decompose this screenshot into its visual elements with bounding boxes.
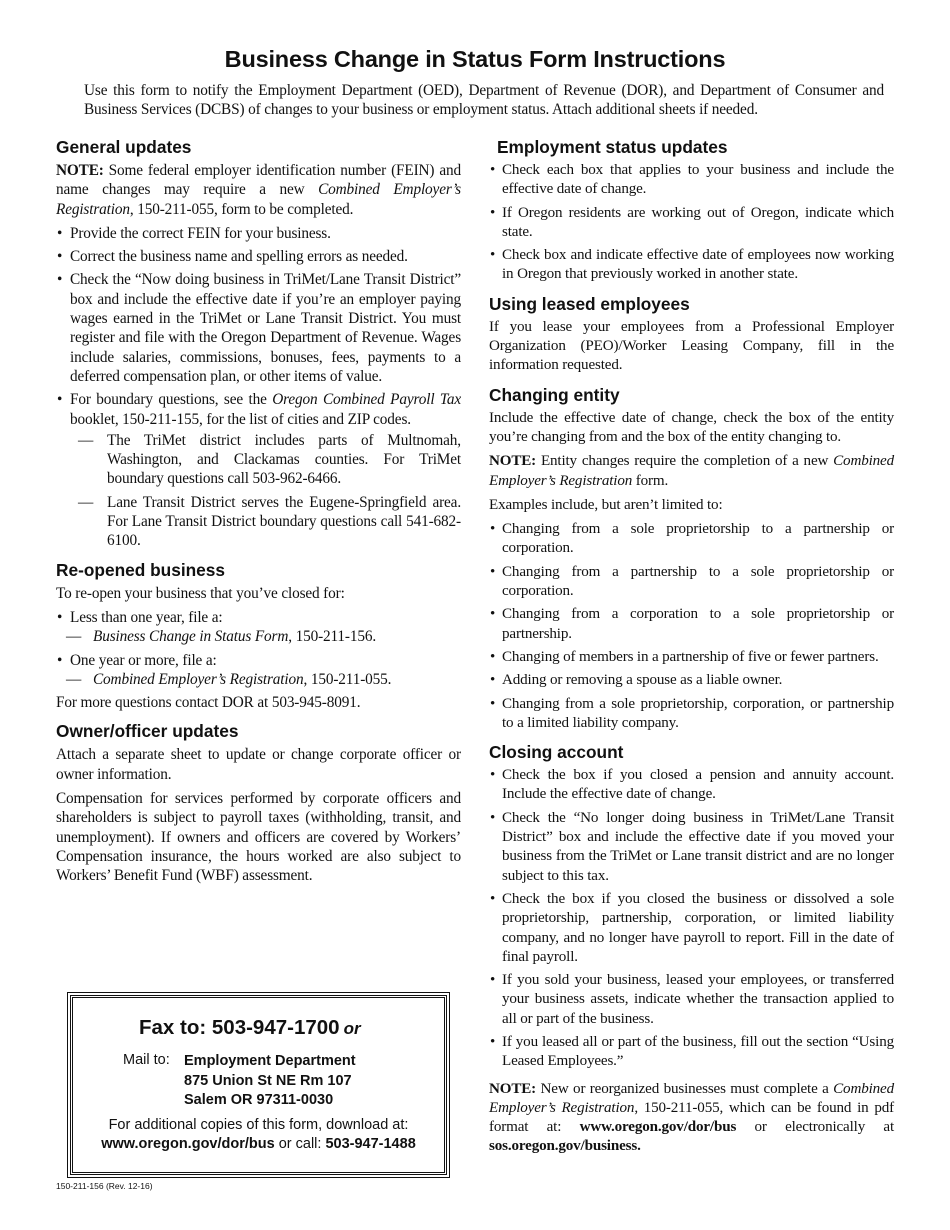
note-text-mid2: or electronically at [736, 1119, 894, 1136]
reopened-business-heading: Re-opened business [56, 559, 226, 580]
sos-business-link[interactable]: sos.oregon.gov/business. [489, 1138, 641, 1155]
entity-paragraph: Include the effective date of change, check the box of the entity you’re changing from and the box of the entity changing to. [489, 409, 894, 445]
download-link[interactable]: www.oregon.gov/dor/bus [101, 1136, 275, 1152]
list-item-text: Less than one year, file a: [70, 608, 223, 626]
list-item: • Check the box if you closed a pension and annuity account. Include the effective date of change. [489, 766, 894, 805]
dor-bus-link[interactable]: www.oregon.gov/dor/bus [579, 1119, 737, 1136]
form-number: , 150-211-055. [303, 670, 392, 688]
list-item-text: For boundary questions, see the [70, 391, 273, 409]
closing-note [489, 1080, 894, 1157]
form-name-italic: Combined Employer’s Registration [489, 1080, 894, 1116]
changing-entity-section [489, 384, 894, 733]
list-item: • Check the box if you closed the business or dissolved a sole proprietorship, partnership, corporation, or limited liability company, and no longer have payroll to report. Fill in the date of final payroll. [489, 890, 894, 967]
list-item: • Changing from a sole proprietorship, corporation, or partnership to a limited liability company. [489, 695, 894, 734]
copies-contact-line [73, 1135, 444, 1154]
note-text: Entity changes require the completion of a new [536, 453, 834, 470]
fax-mail-box [70, 995, 447, 1175]
closing-bullet-list [489, 766, 894, 1071]
employment-status-section [489, 136, 894, 285]
booklet-name-italic: Oregon Combined Payroll Tax [272, 391, 461, 409]
general-updates-section [56, 136, 461, 551]
sub-list-item [70, 627, 461, 646]
page-title: Business Change in Status Form Instructions [224, 46, 726, 72]
list-item-text-end: booklet, 150-211-155, for the list of cities and ZIP codes. [70, 410, 411, 428]
list-item [56, 608, 461, 647]
general-note [56, 161, 461, 219]
form-name-italic: Combined Employer’s Registration [56, 181, 461, 218]
reopened-contact: For more questions contact DOR at 503-945-8091. [56, 694, 361, 712]
closing-account-section [489, 741, 894, 1157]
general-updates-heading: General updates [56, 137, 192, 157]
entity-note [489, 452, 894, 491]
fax-number: Fax to: 503-947-1700 [139, 1016, 340, 1039]
list-item: • Correct the business name and spelling errors as needed. [56, 247, 461, 266]
sub-list-item: — The TriMet district includes parts of Multnomah, Washington, and Clackamas counties. For TriMet boundary questions call 503-962-6466. [70, 431, 461, 489]
mail-label: Mail to: [123, 1052, 170, 1068]
mail-address [184, 1052, 356, 1111]
note-text: Some federal employer identification number (FEIN) and name changes may require a new [56, 162, 461, 199]
note-text-end: , 150-211-055, form to be completed. [129, 200, 354, 218]
form-name-italic: Combined Employer’s Registration [489, 453, 894, 489]
note-text: New or reorganized businesses must complete a [536, 1080, 834, 1097]
employment-status-heading: Employment status updates [497, 137, 728, 157]
note-label: NOTE: [489, 453, 537, 470]
list-item: • Check the “Now doing business in TriMet/Lane Transit District” box and include the effective date if you’re an employer paying wages earned in the TriMet or Lane Transit District. You must register and file with the Oregon Department of Revenue. Wages include salaries, commissions, bonuses, fees, payments to a deferred compensation plan, or other items of value. [56, 270, 461, 386]
list-item: • Changing from a corporation to a sole proprietorship or partnership. [489, 605, 894, 644]
entity-bullet-list [489, 520, 894, 733]
fax-line [139, 1016, 361, 1040]
owner-paragraph: Attach a separate sheet to update or change corporate officer or owner information. [56, 746, 461, 783]
note-text-mid: , 150-211-055, which can be found in pdf format at: [489, 1099, 894, 1136]
copies-line: For additional copies of this form, download at: [108, 1117, 409, 1133]
or-call-text: or call: [274, 1136, 326, 1152]
entity-examples-intro: Examples include, but aren’t limited to: [489, 496, 723, 513]
intro-paragraph: Use this form to notify the Employment Department (OED), Department of Revenue (DOR), and Department of Consumer and Business Services (DCBS) of changes to your business or employment status. Attach additional sheets if needed. [84, 82, 884, 118]
list-item: • Provide the correct FEIN for your business. [56, 224, 461, 243]
owner-officer-heading: Owner/officer updates [56, 721, 239, 742]
list-item: • Check box and indicate effective date of employees now working in Oregon that previously worked in another state. [489, 246, 894, 285]
form-name-italic: Business Change in Status Form [93, 628, 289, 646]
phone-number: 503-947-1488 [325, 1136, 416, 1152]
mail-address-line: Salem OR 97311-0030 [184, 1092, 334, 1108]
changing-entity-heading: Changing entity [489, 384, 620, 405]
reopened-intro: To re-open your business that you’ve closed for: [56, 584, 345, 602]
closing-account-heading: Closing account [489, 742, 624, 763]
note-label: NOTE: [489, 1080, 537, 1097]
left-column [56, 136, 461, 891]
list-item: • Changing of members in a partnership of five or fewer partners. [489, 648, 894, 667]
right-column [489, 136, 894, 1162]
list-item: • If you sold your business, leased your employees, or transferred your business assets, indicate whether the transaction applied to all or part of the business. [489, 971, 894, 1029]
form-number: , 150-211-156. [288, 628, 377, 646]
list-item: • Check the “No longer doing business in TriMet/Lane Transit District” box and include the effective date if you moved your business from the TriMet or Lane transit district and are no longer subject to this tax. [489, 809, 894, 886]
list-item: • If you leased all or part of the business, fill out the section “Using Leased Employees.” [489, 1033, 894, 1072]
leased-employees-heading: Using leased employees [489, 293, 690, 314]
form-id: 150-211-156 (Rev. 12-16) [56, 1181, 153, 1191]
reopened-sub-list [70, 627, 461, 646]
mail-address-line: Employment Department [184, 1053, 356, 1069]
list-item [56, 651, 461, 690]
note-text-end: form. [632, 472, 669, 489]
list-item: • If Oregon residents are working out of Oregon, indicate which state. [489, 204, 894, 243]
boundary-sub-list [70, 431, 461, 551]
fax-or: or [343, 1019, 361, 1038]
reopened-sub-list [70, 670, 461, 689]
general-bullet-list [56, 224, 461, 551]
leased-employees-section [489, 293, 894, 376]
form-name-italic: Combined Employer’s Registration [93, 670, 304, 688]
reopened-bullet-list [56, 608, 461, 689]
list-item: • Adding or removing a spouse as a liable owner. [489, 671, 894, 690]
reopened-business-section [56, 559, 461, 713]
copies-info [73, 1116, 444, 1154]
owner-paragraph: Compensation for services performed by corporate officers and shareholders is subject to payroll taxes (withholding, transit, and unemployment). If owners and officers are covered by Workers’ Compensation insurance, the hours worked are also subject to Workers’ Benefit Fund (WBF) assessment. [56, 790, 461, 885]
list-item: • Changing from a sole proprietorship to a partnership or corporation. [489, 520, 894, 559]
list-item [56, 390, 461, 550]
list-item: • Changing from a partnership to a sole proprietorship or corporation. [489, 563, 894, 602]
employment-bullet-list [489, 161, 894, 285]
list-item-text: One year or more, file a: [70, 651, 217, 669]
list-item: • Check each box that applies to your business and include the effective date of change. [489, 161, 894, 200]
sub-list-item: — Lane Transit District serves the Eugene-Springfield area. For Lane Transit District boundary questions call 541-682-6100. [70, 493, 461, 551]
owner-officer-section [56, 720, 461, 885]
note-label: NOTE: [56, 162, 104, 179]
sub-list-item [70, 670, 461, 689]
leased-paragraph: If you lease your employees from a Professional Employer Organization (PEO)/Worker Leasing Company, fill in the information requested. [489, 318, 894, 374]
mail-address-line: 875 Union St NE Rm 107 [184, 1072, 352, 1089]
